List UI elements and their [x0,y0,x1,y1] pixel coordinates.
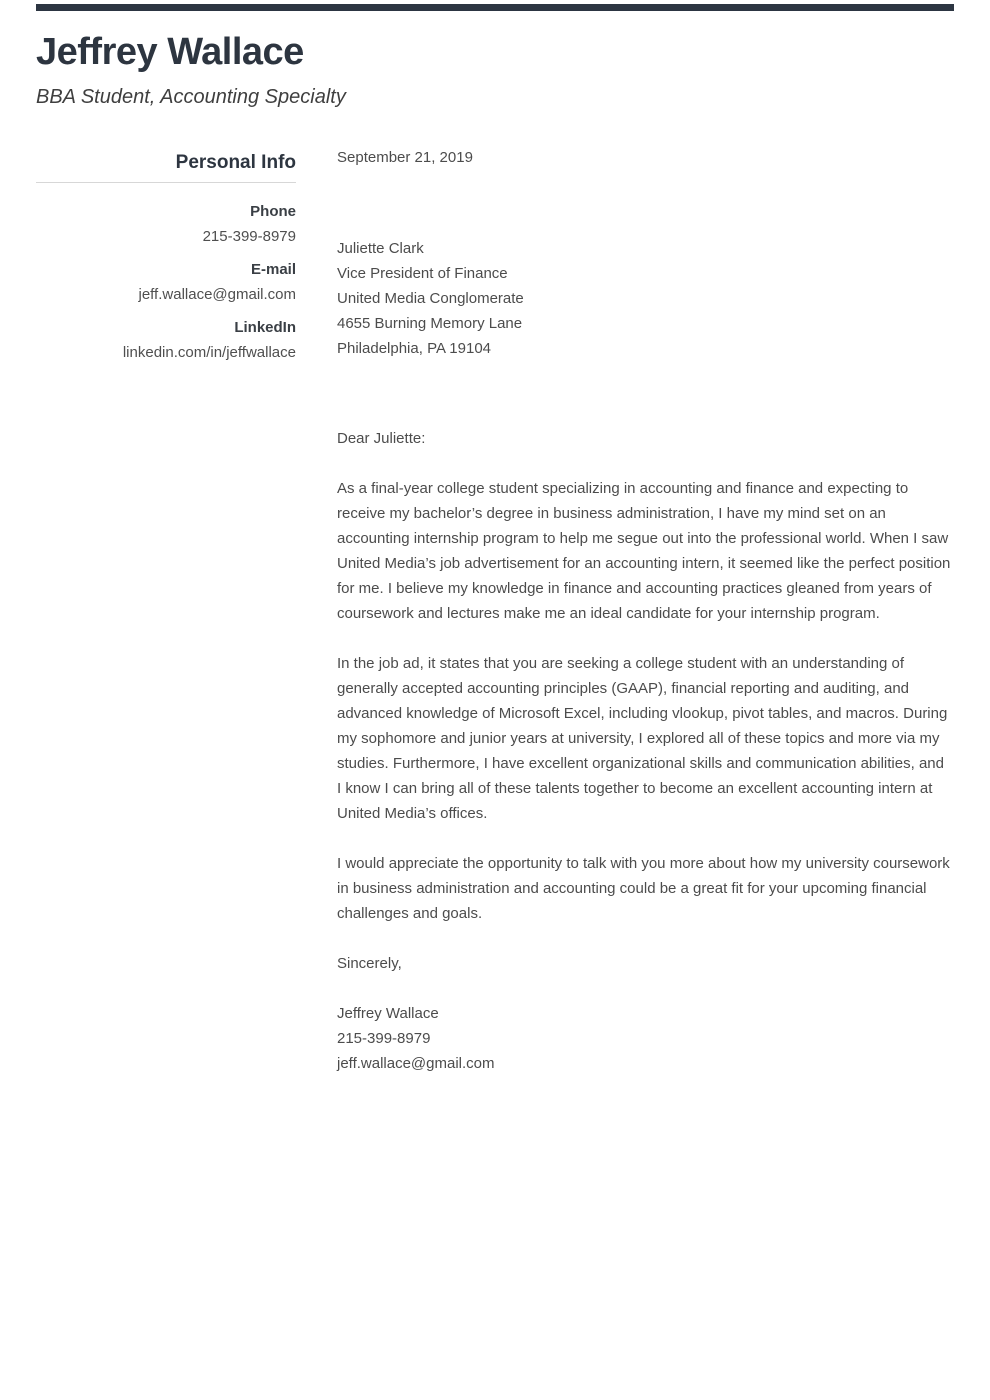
recipient-block [337,236,951,361]
body-paragraph-3: I would appreciate the opportunity to talk with you more about how my university coursework in business administration and accounting could be a great fit for your upcoming financial challenges and goals. [337,855,950,922]
signature-block [337,1001,951,1076]
letter-header [36,30,736,109]
sidebar-divider [36,182,296,183]
body-paragraph-2: In the job ad, it states that you are seeking a college student with an understanding of generally accepted accounting principles (GAAP), financial reporting and auditing, and advanced knowledge of Microsoft Excel, including vlookup, pivot tables, and macros. During my sophomore and junior years at university, I explored all of these topics and more via my studies. Furthermore, I have excellent organizational skills and communication abilities, and I know I can bring all of these talents together to become an excellent accounting intern at United Media’s offices. [337,655,948,822]
recipient-title: Vice President of Finance [337,265,508,282]
salutation: Dear Juliette: [337,430,426,447]
phone-item [36,199,296,249]
phone-value: 215-399-8979 [202,228,296,245]
linkedin-value: linkedin.com/in/jeffwallace [122,344,296,361]
recipient-city: Philadelphia, PA 19104 [337,340,492,357]
recipient-company: United Media Conglomerate [337,290,524,307]
signature-email: jeff.wallace@gmail.com [337,1055,495,1072]
recipient-street: 4655 Burning Memory Lane [337,315,523,332]
letter-body [337,145,951,1076]
signature-phone: 215-399-8979 [337,1030,431,1047]
body-paragraph-1: As a final-year college student specializing in accounting and finance and expecting to receive my bachelor’s degree in business administration, I have my mind set on an accounting internship program to help me segue out into the professional world. When I saw United Media’s job advertisement for an accounting intern, it seemed like the perfect position for me. I believe my knowledge in finance and accounting practices gleaned from years of coursework and lectures make me an ideal candidate for your internship program. [337,480,951,622]
top-accent-bar [36,4,954,11]
personal-info-sidebar [36,150,296,373]
letter-date: September 21, 2019 [337,149,473,166]
applicant-job-title: BBA Student, Accounting Specialty [36,86,346,108]
signature-name: Jeffrey Wallace [337,1005,439,1022]
linkedin-item [36,315,296,365]
email-label: E-mail [250,261,296,278]
linkedin-label: LinkedIn [234,319,296,336]
email-item [36,257,296,307]
email-value: jeff.wallace@gmail.com [138,286,296,303]
recipient-name: Juliette Clark [337,240,424,257]
personal-info-heading: Personal Info [175,152,296,173]
applicant-name: Jeffrey Wallace [36,31,304,73]
phone-label: Phone [250,203,296,220]
closing: Sincerely, [337,955,402,972]
